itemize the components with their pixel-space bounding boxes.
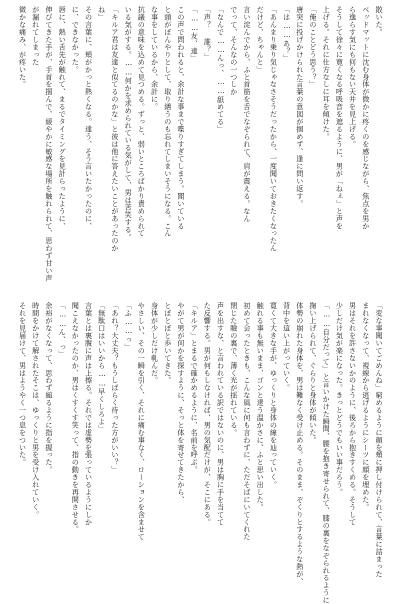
text-line: 「声？ 誰？」 bbox=[203, 6, 213, 61]
text-line: な事をしているから、余計に。 bbox=[150, 6, 160, 111]
text-line: 唐突に投げかけられた言葉の意図が掴めず、逢に問い返す。 bbox=[295, 6, 305, 208]
text-line: 散いた。 bbox=[375, 6, 384, 36]
text-line: 「ふ……っ」 bbox=[124, 302, 134, 351]
text-line: 抗議の意味を込めて見つめる。ずっと、弱いところばかり責められて bbox=[137, 6, 147, 237]
text-line: 少しだけ気が楽になった。きっとどうでもいい事だろう。 bbox=[335, 302, 345, 496]
text-line: た反響する。男が何もしなければ、男の気配だけが、そこにある。 bbox=[203, 302, 213, 526]
text-line: ら逸らす気にも何もない天井を見上げる。 bbox=[348, 6, 358, 148]
text-line: 伸びてきた手が、手首を掴んで、緩やかに敏感な場所を触れられて、思わず甘い声 bbox=[44, 6, 54, 282]
text-line: それを見届けて、男はようやく一つ息をついた。 bbox=[18, 302, 28, 466]
text-line: やさしい、その一瞬を引く、それに痛む事なく、ローションを含ませて bbox=[137, 302, 147, 541]
text-line: 掬い上げられて、ぐらりと身体が傾いた。 bbox=[308, 302, 318, 444]
text-line: だけど、ちゃんと」 bbox=[256, 6, 266, 74]
text-line: 「……自分だって」と言いかけた瞬間、腰を抱き寄せられて、膝の裏をなぞられるように bbox=[322, 302, 332, 604]
text-line: 体勢の崩れた身体を、男は難なく受け止める。そのまま、ぞくりとするような熱が、 bbox=[295, 302, 305, 586]
text-line: 「あれ？大丈夫？もうしばらく待った方がいい？」 bbox=[110, 302, 120, 474]
text-line: 言葉とは裏腹に声は上擦る。それでは虚勢を張っているようにしか bbox=[84, 302, 94, 526]
text-line: 「なんで……んっ、……舐めてる」 bbox=[216, 6, 226, 133]
text-line: が漏れてしまった bbox=[31, 6, 41, 66]
text-line: 「無駄口はいいから……早くしろよ」 bbox=[97, 302, 107, 433]
text-line: 唇に、熱い舌先が触れて、まるでタイミングを見計らったように、 bbox=[58, 6, 68, 230]
text-line: 「変な事聞いてごめんね」窮めるように顔を頬に押し付けられて、言葉に詰まった bbox=[375, 302, 384, 578]
upper-text-block bbox=[16, 6, 386, 288]
text-line: 聞こえなかったのか、男はくすくす笑って、指の動きを再開させる。 bbox=[71, 302, 81, 533]
text-line: でって、そんなの一つしか bbox=[229, 6, 239, 96]
text-line: とぼとぼと歩いてきた。 bbox=[163, 302, 173, 384]
text-line: 「キルア」とまるで確かめるように、名前を呼ぶ。 bbox=[190, 302, 200, 474]
text-line: 閉じた瞼の裏で、薄く光が揺れている。 bbox=[229, 302, 239, 437]
text-line: 「……友、達」 bbox=[190, 6, 200, 62]
text-line: に、できなかった。 bbox=[71, 6, 81, 74]
text-line: 言い淀んでから、ふと首筋を舌でなぞられて、肩が震える。なん bbox=[242, 6, 252, 223]
lower-text-block bbox=[16, 302, 386, 604]
text-line: まれなくなって、視線から逃げるようにシーツに顔を埋めた。 bbox=[361, 302, 371, 511]
text-line: 初めて会ったときも、こんな風に何も言わずに、ただそばにいてくれた bbox=[242, 302, 252, 541]
text-line: 身体が少しだけ軋んだ。 bbox=[150, 302, 160, 384]
text-line: ね」 bbox=[97, 6, 107, 21]
text-line: そうして徐々に寛くなる呼吸音を遮るように、男が「ねぇ」と声を bbox=[335, 6, 345, 230]
text-line: 背中を這い上がっていく。 bbox=[282, 302, 292, 392]
text-line: 「……ん、っ」 bbox=[58, 302, 68, 358]
text-line: 時間をかけて解されたそこは、ゆっくりと男を受け入れていく。 bbox=[31, 302, 41, 519]
text-line: 余裕がなくなって、思わず縋るように指を握った。 bbox=[44, 302, 54, 474]
text-line: 上げる。それに仕方なしに耳を傾けた。 bbox=[322, 6, 332, 141]
text-line: 男はそれを許さないかのように、後ろから抱きすくめる。そうして bbox=[348, 302, 358, 526]
text-line: と頭がぼんやりとして、取り繕うのも忘れてしまいそうになる。こん bbox=[163, 6, 173, 237]
text-line: 「キルア君は友達と似てるのかな」と彼は他に答えたいことがあったのか bbox=[110, 6, 120, 252]
text-line: 寛くて大きな手が、ゆっくりと身体の線を辿っていく。 bbox=[269, 302, 279, 489]
text-line: いる気がする。……何かを求められている気がして、男は苦笑する。 bbox=[124, 6, 134, 241]
text-line: その言葉に、頬がかっと熱くなる。達う、そう言いたかったのに、 bbox=[84, 6, 94, 230]
text-line: ベッドマットに沈む身体が微かに疼くのを感じながら、焦点を男か bbox=[361, 6, 371, 230]
text-line: 声を出すな、と言われている訳ではないのに、男は胸に手を当てて bbox=[216, 302, 226, 526]
text-line: 「俺のことどう思う？」 bbox=[308, 6, 318, 88]
text-line: 「は……あ？」 bbox=[282, 6, 292, 62]
text-line: 「あんまり乗り気じゃなさそうだったから、一度聞いておきたくなったん bbox=[269, 6, 279, 252]
text-line: 触れる事も無いまま、ゴンと達う温かさに、ふと思い出した。 bbox=[256, 302, 266, 511]
text-line: 微かな痛み、が疼いた。 bbox=[18, 6, 28, 88]
text-line: この声で問われると、余計な事まで喋りすぎてしまう。聞いている bbox=[176, 6, 186, 230]
text-line: やがて男が何かを探すように、そっと体を寄せてきたから、 bbox=[176, 302, 186, 504]
